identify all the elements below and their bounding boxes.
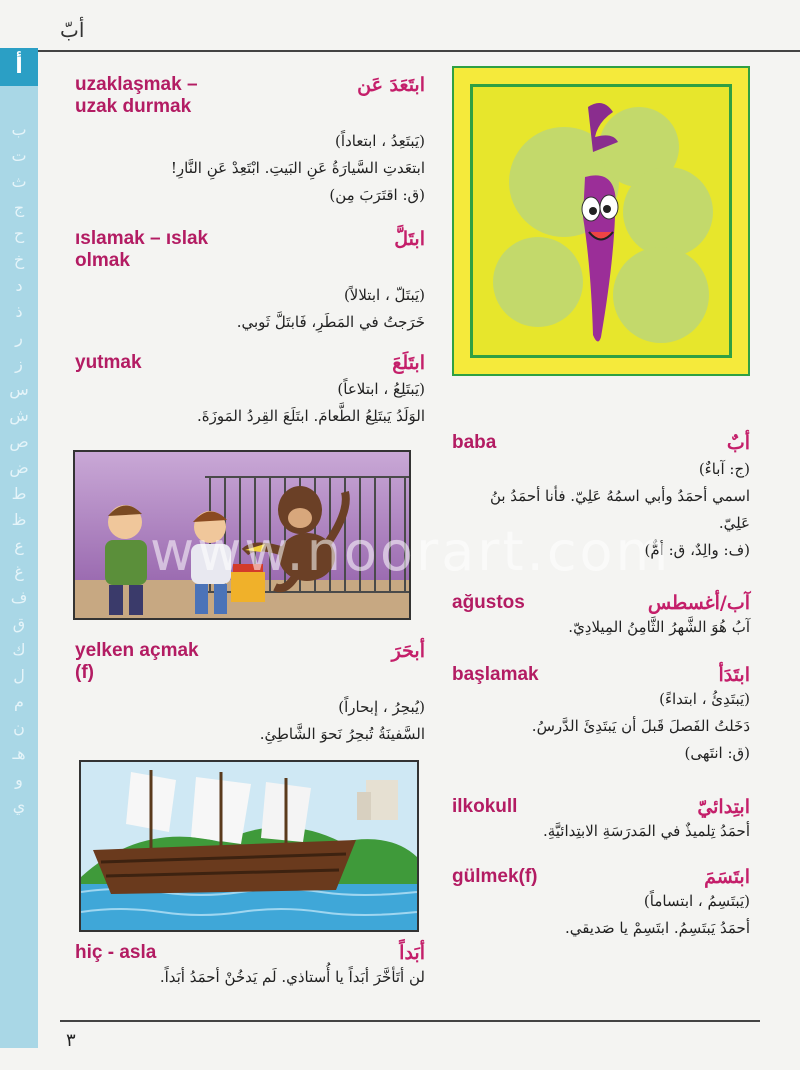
entry-line: (يَبتَلّ ، ابتلالاً): [343, 286, 425, 304]
letter-alif-illustration: [452, 66, 750, 376]
entry-line: خَرَجتُ في المَطَرِ، فَابتَلَّ ثَوبي.: [236, 313, 425, 331]
index-letter[interactable]: ر: [15, 328, 23, 347]
index-letter[interactable]: ت: [11, 146, 27, 165]
arabic-headword: ابتَلَّ: [394, 228, 425, 250]
arabic-headword: ابتَلَعَ: [392, 352, 425, 374]
entry-line: أحمَدُ تِلميذٌ في المَدرَسَةِ الابتِدائيَّةِ.: [542, 822, 750, 840]
ship-illustration: [79, 760, 419, 932]
turkish-term: başlamak: [452, 664, 539, 685]
current-letter-tab[interactable]: أ: [0, 48, 38, 86]
alif-character-icon: [543, 97, 663, 357]
dictionary-entry: [452, 866, 750, 942]
entry-line: (ج: آباءٌ): [698, 460, 750, 478]
index-letter[interactable]: س: [9, 380, 29, 399]
dictionary-entry: [75, 942, 425, 991]
index-letter[interactable]: ح: [13, 224, 25, 243]
arabic-headword: ابتِدائيّ: [697, 796, 750, 818]
index-letter[interactable]: ن: [13, 718, 25, 737]
entry-line: لن أتَأخَّرَ أبَداً يا أُستاذي. لَم يَدخُنْ أحمَدُ أبَداً.: [159, 968, 425, 986]
turkish-term: ağustos: [452, 592, 525, 613]
index-letter[interactable]: ظ: [11, 510, 27, 529]
index-letter[interactable]: ك: [12, 640, 26, 659]
entry-line: (يَبتَسِمُ ، ابتساماً): [643, 892, 750, 910]
dictionary-entry: [75, 352, 425, 430]
index-letter[interactable]: ج: [13, 198, 25, 217]
index-letter[interactable]: ذ: [15, 302, 23, 321]
arabic-headword: ابتَعَدَ عَن: [357, 74, 425, 96]
index-letter[interactable]: ق: [12, 614, 26, 633]
arabic-headword: ابتَسَمَ: [704, 866, 750, 888]
page-number: ٣: [66, 1030, 76, 1051]
running-head: أبّ: [60, 18, 85, 42]
index-letter[interactable]: ف: [10, 588, 28, 607]
entry-line: (ف: والِدٌ، ق: أمٌّ): [644, 541, 750, 559]
turkish-term: yutmak: [75, 352, 142, 373]
dictionary-entry: [75, 640, 425, 748]
entry-line: (يُبحِرُ ، إبحاراً): [338, 698, 425, 716]
index-letter[interactable]: ب: [11, 120, 27, 139]
turkish-term: gülmek(f): [452, 866, 538, 887]
entry-line: (ق: اقتَرَبَ مِن): [329, 186, 425, 204]
index-letter[interactable]: ي: [12, 796, 26, 815]
index-letter[interactable]: ل: [13, 666, 25, 685]
entry-line: (ق: انتَهى): [684, 744, 750, 762]
arabic-headword: ابتَدَأ: [718, 664, 750, 686]
turkish-term: hiç - asla: [75, 942, 157, 963]
arabic-headword: أبٌ: [726, 432, 750, 454]
index-letter[interactable]: ض: [9, 458, 29, 477]
dictionary-entry: [452, 592, 750, 641]
turkish-term: uzaklaşmak – uzak durmak: [75, 74, 198, 117]
entry-line: اسمي أحمَدُ وأبي اسمُهُ عَلِيّ. فأنا أحمَدُ بنُ: [489, 487, 750, 505]
entry-line: الوَلَدُ يَبتَلِعُ الطَّعامَ. ابتَلَعَ القِردُ المَوزَةَ.: [197, 407, 425, 425]
entry-line: ابتعَدتِ السَّيارَةُ عَنِ البَيتِ. ابْتَعِدْ عَنِ النَّارِ!: [170, 159, 425, 177]
watermark: www.noorart.com: [150, 520, 672, 583]
entry-line: السَّفينَةُ تُبحِرُ نَحوَ الشَّاطِئِ.: [259, 725, 425, 743]
entry-line: عَلِيّ.: [718, 514, 750, 532]
dictionary-entry: [452, 664, 750, 767]
index-letter[interactable]: م: [14, 692, 24, 711]
entry-line: آبُ هُوَ الشَّهرُ الثَّامِنُ المِيلادِيّ.: [568, 618, 750, 636]
index-letter[interactable]: ث: [11, 172, 27, 191]
index-letter[interactable]: و: [15, 770, 23, 789]
index-letter[interactable]: ش: [9, 406, 29, 425]
ship-scene-icon: [81, 762, 417, 930]
index-letter[interactable]: ط: [11, 484, 27, 503]
footer-rule: [60, 1020, 760, 1022]
arabic-headword: أبَداً: [399, 942, 425, 964]
index-letter[interactable]: د: [15, 276, 23, 295]
arabic-headword: أبحَرَ: [391, 640, 425, 662]
index-letter[interactable]: غ: [14, 562, 24, 581]
dictionary-entry: [75, 228, 425, 336]
turkish-term: yelken açmak (f): [75, 640, 199, 683]
header-rule: [0, 50, 800, 52]
index-letter[interactable]: ص: [9, 432, 29, 451]
entry-line: (يَبتَلِعُ ، ابتلاعاً): [337, 380, 425, 398]
alphabet-index: [0, 48, 38, 1048]
alphabet-letters: [0, 120, 38, 816]
turkish-term: ilkokull: [452, 796, 518, 817]
dictionary-entry: [75, 74, 425, 209]
index-letter[interactable]: ع: [14, 536, 24, 555]
entry-line: دَخَلتُ الفَصلَ قَبلَ أن يَبتَدِئَ الدَّرسُ.: [531, 717, 750, 735]
turkish-term: ıslamak – ıslak olmak: [75, 228, 209, 271]
dictionary-entry: [452, 796, 750, 845]
entry-line: (يَبتَدِئُ ، ابتداءً): [659, 690, 750, 708]
turkish-term: baba: [452, 432, 497, 453]
index-letter[interactable]: خ: [13, 250, 25, 269]
entry-line: (يَبتَعِدُ ، ابتعاداً): [335, 132, 425, 150]
arabic-headword: آب/أغسطس: [647, 592, 750, 614]
entry-line: أحمَدُ يَبتَسِمُ. ابتَسِمْ يا صَديقي.: [564, 919, 750, 937]
index-letter[interactable]: ز: [15, 354, 23, 373]
index-letter[interactable]: هـ: [12, 744, 26, 763]
